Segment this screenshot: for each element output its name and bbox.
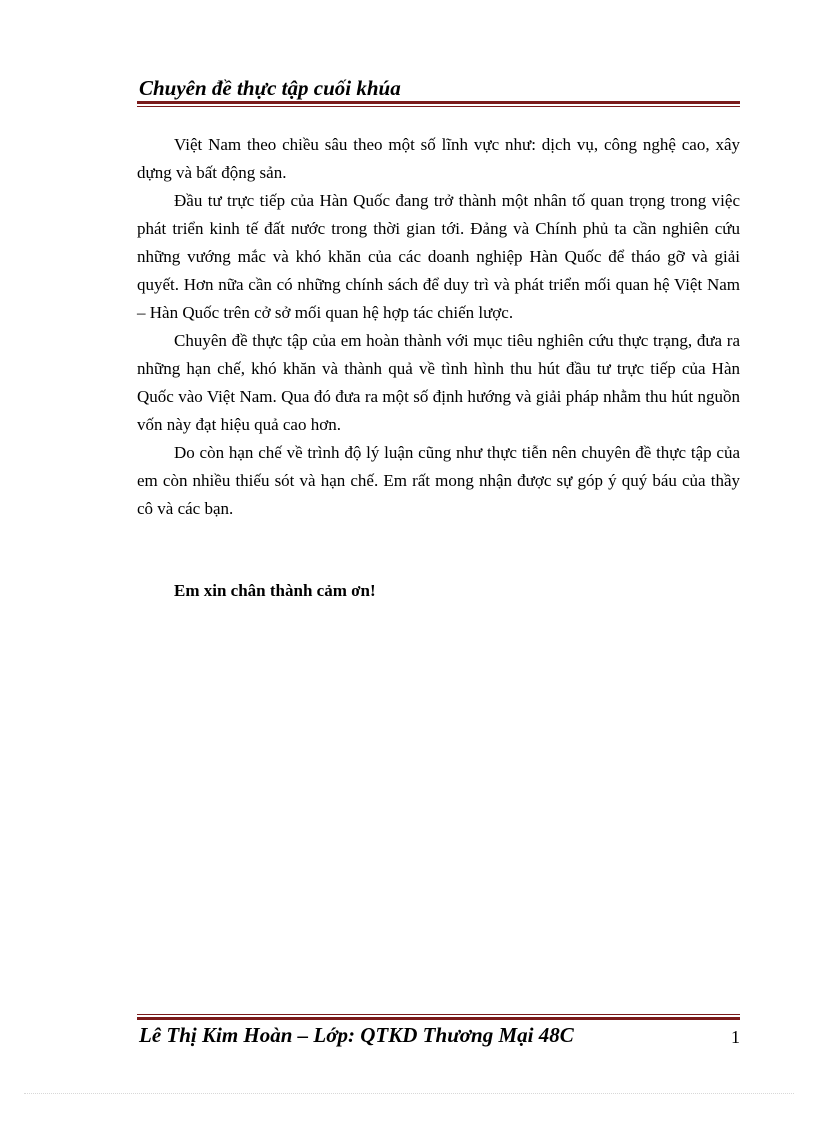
paragraph-2: Đầu tư trực tiếp của Hàn Quốc đang trở thành một nhân tố quan trọng trong việc phát triển kinh tế đất nước trong thời gian tới. Đảng và Chính phủ ta cần nghiên cứu những vướng mắc và khó khăn của các doanh nghiệp Hàn Quốc để tháo gỡ và giải quyết. Hơn nữa cần có những chính sách để duy trì và phát triển mối quan hệ Việt Nam – Hàn Quốc trên cở sở mối quan hệ hợp tác chiến lược. bbox=[137, 191, 740, 322]
header-rule bbox=[137, 101, 740, 107]
body-text bbox=[137, 131, 740, 523]
paragraph-3: Chuyên đề thực tập của em hoàn thành với mục tiêu nghiên cứu thực trạng, đưa ra những hạn chế, khó khăn và thành quả về tình hình thu hút đầu tư trực tiếp của Hàn Quốc vào Việt Nam. Qua đó đưa ra một số định hướng và giải pháp nhằm thu hút nguồn vốn này đạt hiệu quả cao hơn. bbox=[137, 331, 740, 434]
paragraph-1: Việt Nam theo chiều sâu theo một số lĩnh vực như: dịch vụ, công nghệ cao, xây dựng và bất động sản. bbox=[137, 135, 740, 182]
page-number: 1 bbox=[731, 1027, 740, 1047]
footer-rule bbox=[137, 1014, 740, 1020]
thanks-line: Em xin chân thành cảm ơn! bbox=[174, 581, 376, 600]
paragraph-4: Do còn hạn chế về trình độ lý luận cũng như thực tiễn nên chuyên đề thực tập của em còn nhiều thiếu sót và hạn chế. Em rất mong nhận được sự góp ý quý báu của thầy cô và các bạn. bbox=[137, 443, 740, 518]
footer-author: Lê Thị Kim Hoàn – Lớp: QTKD Thương Mại 48C bbox=[139, 1023, 574, 1047]
page-edge-divider bbox=[24, 1093, 794, 1094]
header-title: Chuyên đề thực tập cuối khúa bbox=[139, 76, 401, 100]
